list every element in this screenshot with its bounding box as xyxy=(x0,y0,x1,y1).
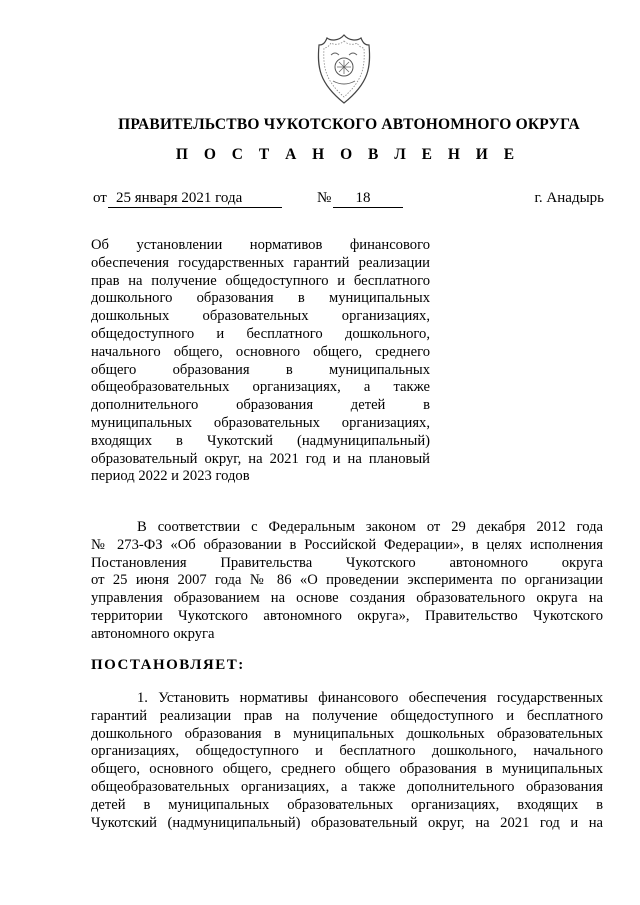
decree-title: П О С Т А Н О В Л Е Н И Е xyxy=(175,146,521,163)
decree-subject xyxy=(91,237,430,486)
subject-line: дошкольного образования в муниципальных xyxy=(91,290,430,307)
number-prefix: № xyxy=(317,190,332,206)
subject-line: дошкольных образовательных организациях, xyxy=(91,308,430,325)
subject-line: общедоступного и бесплатного дошкольного, xyxy=(91,325,430,342)
clause-line: гарантий реализации прав на получение общедоступного и бесплатного xyxy=(91,707,603,724)
resolves-heading: ПОСТАНОВЛЯЕТ: xyxy=(91,657,245,673)
subject-line: образовательный округ, на 2021 год и на плановый xyxy=(91,450,430,467)
preamble-line: территории Чукотского автономного округа», Правительство Чукотского xyxy=(91,607,603,624)
subject-line: дополнительного образования детей в xyxy=(91,397,430,414)
coat-of-arms-icon xyxy=(313,31,375,109)
subject-line: прав на получение общедоступного и бесплатного xyxy=(91,272,430,289)
subject-line: общего образования в муниципальных xyxy=(91,361,430,378)
clause-line: общеобразовательных организациях, а также дополнительного образования xyxy=(91,778,603,795)
preamble-line: В соответствии с Федеральным законом от 29 декабря 2012 года xyxy=(137,519,603,535)
clause-line: Чукотский (надмуниципальный) образовательный округ, на 2021 год и на xyxy=(91,814,603,831)
preamble xyxy=(91,519,603,644)
subject-line: общеобразовательных организациях, а также xyxy=(91,379,430,396)
clause-1 xyxy=(91,690,603,832)
decree-date: 25 января 2021 года xyxy=(108,190,282,208)
subject-line: период 2022 и 2023 годов xyxy=(91,468,250,485)
subject-line: муниципальных образовательных организациях, xyxy=(91,414,430,431)
clause-line: детей в муниципальных образовательных организациях, входящих в xyxy=(91,796,603,813)
preamble-line: автономного округа xyxy=(91,625,215,642)
date-prefix: от xyxy=(93,190,107,206)
preamble-line: Постановления Правительства Чукотского автономного округа xyxy=(91,554,603,571)
subject-line: Об установлении нормативов финансового xyxy=(91,237,430,253)
government-title: ПРАВИТЕЛЬСТВО ЧУКОТСКОГО АВТОНОМНОГО ОКРУГА xyxy=(118,116,580,133)
city: г. Анадырь xyxy=(534,190,604,206)
preamble-line: от 25 июня 2007 года № 86 «О проведении эксперимента по организации xyxy=(91,572,603,589)
clause-line: организациях, общедоступного и бесплатного дошкольного, начального xyxy=(91,743,603,760)
preamble-line: управления образованием на основе создания образовательного округа на xyxy=(91,590,603,607)
clause-line: общего, основного общего, среднего общего образования в муниципальных xyxy=(91,761,603,778)
subject-line: входящих в Чукотский (надмуниципальный) xyxy=(91,432,430,449)
clause-line: 1. Установить нормативы финансового обеспечения государственных xyxy=(137,690,603,706)
preamble-line: № 273-ФЗ «Об образовании в Российской Федерации», в целях исполнения xyxy=(91,536,603,553)
clause-line: дошкольного образования в муниципальных дошкольных образовательных xyxy=(91,725,603,742)
subject-line: начального общего, основного общего, среднего xyxy=(91,343,430,360)
subject-line: обеспечения государственных гарантий реализации xyxy=(91,254,430,271)
decree-number: 18 xyxy=(333,190,403,208)
